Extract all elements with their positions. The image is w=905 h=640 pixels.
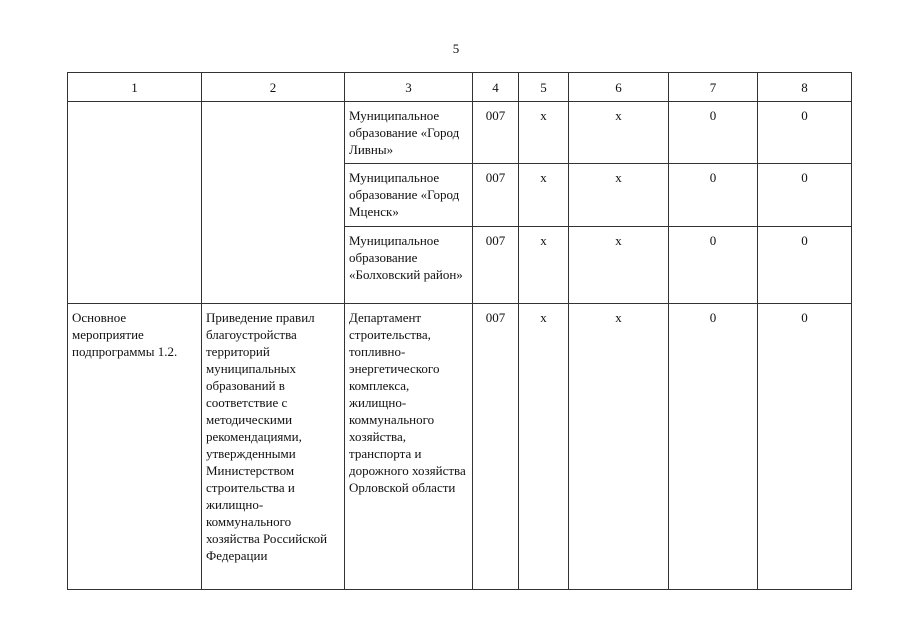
code-cell: 007 (473, 102, 519, 164)
header-cell: 4 (473, 73, 519, 102)
value-cell: x (519, 164, 569, 227)
value-cell: x (569, 227, 669, 304)
value-cell: x (569, 102, 669, 164)
header-cell: 8 (758, 73, 852, 102)
measure-description-cell: Приведение правил благоустройства территорий муниципальных образований в соответствие с методическими рекомендациями, утвержденными Министерством строительства и жилищно-коммунального хозяйства Российской Федерации (202, 304, 345, 590)
value-cell: 0 (758, 227, 852, 304)
code-cell: 007 (473, 164, 519, 227)
program-table (67, 72, 852, 590)
value-cell: x (519, 102, 569, 164)
value-cell: x (519, 227, 569, 304)
value-cell: 0 (758, 164, 852, 227)
header-cell: 5 (519, 73, 569, 102)
value-cell: 0 (669, 164, 758, 227)
header-cell: 1 (68, 73, 202, 102)
empty-cell-col2 (202, 102, 345, 304)
measure-name-cell: Основное мероприятие подпрограммы 1.2. (68, 304, 202, 590)
table-row (68, 304, 852, 590)
header-cell: 7 (669, 73, 758, 102)
value-cell: 0 (669, 304, 758, 590)
value-cell: x (519, 304, 569, 590)
value-cell: x (569, 304, 669, 590)
executor-cell: Департамент строительства, топливно-энергетического комплекса, жилищно-коммунального хозяйства, транспорта и дорожного хозяйства Орловской области (345, 304, 473, 590)
value-cell: 0 (758, 304, 852, 590)
empty-cell-col1 (68, 102, 202, 304)
table-row (68, 102, 852, 164)
page-number: 5 (452, 41, 460, 56)
header-cell: 2 (202, 73, 345, 102)
header-cell: 6 (569, 73, 669, 102)
code-cell: 007 (473, 304, 519, 590)
header-cell: 3 (345, 73, 473, 102)
executor-cell: Муниципальное образование «Город Мценск» (345, 164, 473, 227)
executor-cell: Муниципальное образование «Болховский район» (345, 227, 473, 304)
value-cell: 0 (758, 102, 852, 164)
header-row (68, 73, 852, 102)
value-cell: 0 (669, 227, 758, 304)
value-cell: 0 (669, 102, 758, 164)
value-cell: x (569, 164, 669, 227)
executor-cell: Муниципальное образование «Город Ливны» (345, 102, 473, 164)
code-cell: 007 (473, 227, 519, 304)
